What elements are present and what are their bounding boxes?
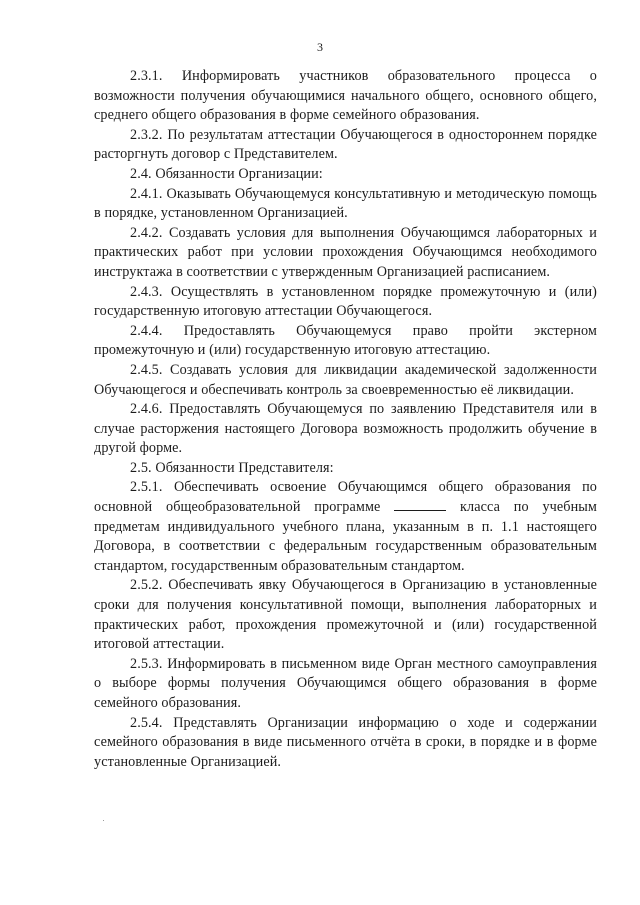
clause-text: Информировать в письменном виде Орган местного самоуправления о выборе формы получения Обучающимся общего образования в форме семейного образования. [94,655,597,711]
section-heading-2-5 [94,459,597,479]
clause-2-5-3 [94,655,597,714]
clause-2-4-1 [94,185,597,224]
document-body [94,67,597,772]
clause-text: По результатам аттестации Обучающегося в одностороннем порядке расторгнуть договор с Представителем. [94,126,597,163]
clause-number: 2.4.3. [130,283,163,300]
clause-2-5-1 [94,478,597,576]
clause-text: Обеспечивать освоение Обучающимся общего образования по основной общеобразовательной программе [94,479,597,516]
page-number: 3 [317,40,323,54]
clause-number: 2.5.3. [130,655,163,672]
clause-number: 2.5.2. [130,577,163,594]
clause-text: Обязанности Представителя: [155,459,334,476]
scan-speck [103,820,104,821]
clause-number: 2.4.5. [130,361,163,378]
clause-number: 2.4.1. [130,185,163,202]
clause-number: 2.3.2. [130,126,163,143]
clause-text-continued: класса по учебным предметам индивидуального учебного плана, указанным в п. 1.1 настоящего Договора, в соответствии с федеральным государственным образовательным стандартом, государственным образовательным стандартом. [94,499,597,574]
clause-2-4-4 [94,322,597,361]
clause-text: Предоставлять Обучающемуся право пройти экстерном промежуточную и (или) государственную итоговую аттестацию. [94,322,597,359]
clause-number: 2.3.1. [130,68,163,84]
clause-2-3-1 [94,67,597,126]
clause-2-4-3 [94,283,597,322]
clause-text: Информировать участников образовательного процесса о возможности получения обучающимися начального общего, основного общего, среднего общего образования в форме семейного образования. [94,68,597,124]
clause-text: Осуществлять в установленном порядке промежуточную и (или) государственную итоговую аттестации Обучающегося. [94,283,597,320]
clause-2-4-5 [94,361,597,400]
clause-text: Обеспечивать явку Обучающегося в Организацию в установленные сроки для получения консультативной помощи, выполнения лабораторных и практических работ, прохождения промежуточной и (или) государственной итоговой аттестации. [94,577,597,653]
clause-text: Оказывать Обучающемуся консультативную и методическую помощь в порядке, установленном Организацией. [94,185,597,222]
clause-text: Обязанности Организации: [155,165,323,182]
clause-number: 2.4. [130,165,152,182]
clause-2-3-2 [94,126,597,165]
clause-text: Создавать условия для ликвидации академической задолженности Обучающегося и обеспечивать контроль за своевременностью её ликвидации. [94,361,597,398]
clause-2-4-6 [94,400,597,459]
clause-number: 2.5.4. [130,714,163,731]
clause-number: 2.4.2. [130,224,163,241]
clause-number: 2.4.6. [130,401,163,418]
class-blank-field [394,498,446,511]
clause-text: Представлять Организации информацию о ходе и содержании семейного образования в виде письменного отчёта в сроки, в порядке и в форме установленные Организацией. [94,714,597,770]
clause-text: Создавать условия для выполнения Обучающимся лабораторных и практических работ при условии прохождения Обучающимся необходимого инструктажа в соответствии с утвержденным Организацией расписанием. [94,224,597,280]
clause-number: 2.5.1. [130,479,163,496]
clause-2-5-2 [94,576,597,654]
clause-number: 2.4.4. [130,322,163,339]
clause-text: Предоставлять Обучающемуся по заявлению Представителя или в случае расторжения настоящего Договора возможность продолжить обучение в другой форме. [94,401,597,457]
clause-number: 2.5. [130,459,152,476]
section-heading-2-4 [94,165,597,185]
clause-2-4-2 [94,224,597,283]
clause-2-5-4 [94,714,597,773]
